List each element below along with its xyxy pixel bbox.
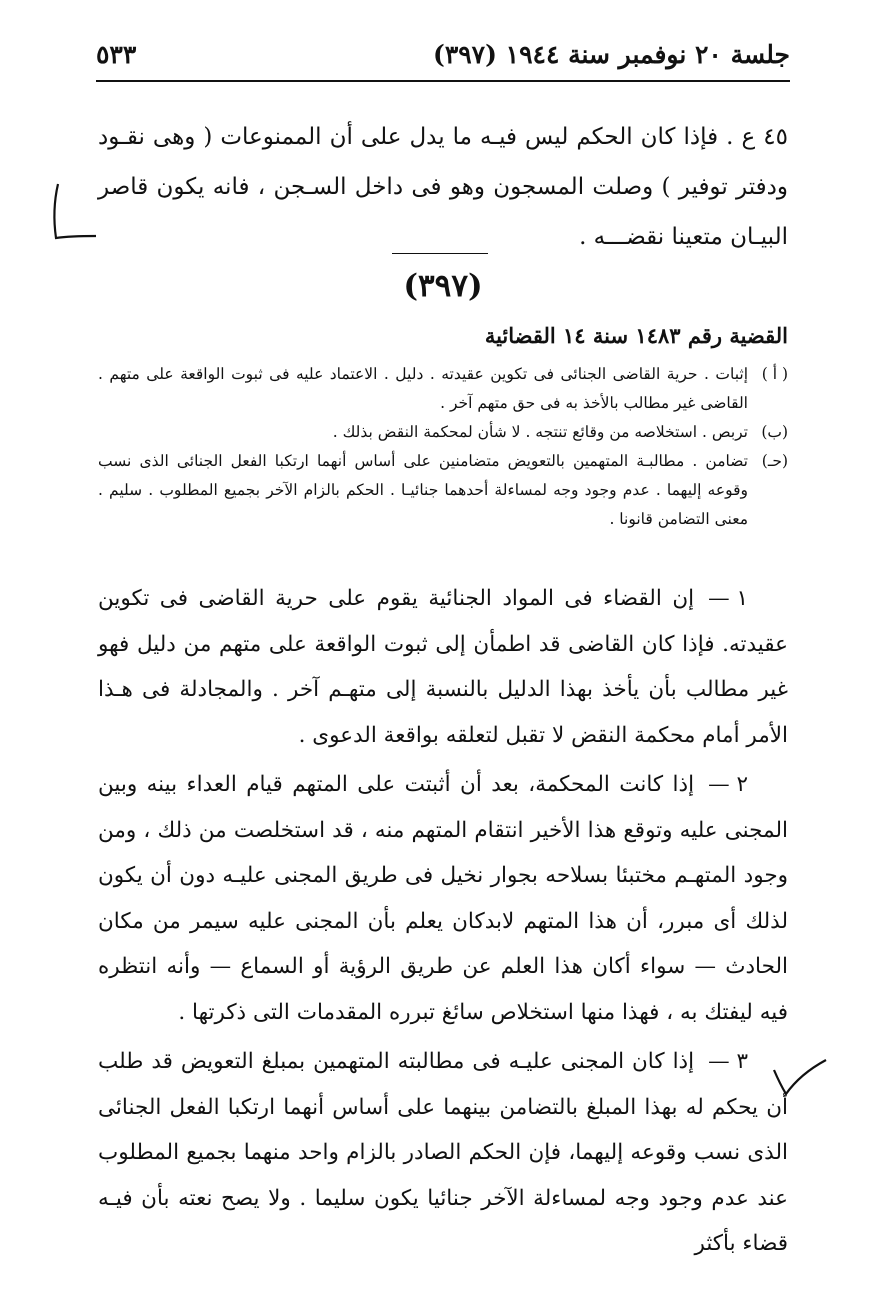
summary-item-c <box>98 447 788 534</box>
principle-2 <box>98 762 788 1035</box>
margin-bracket-mark <box>40 180 100 250</box>
summary-item-label: (ب) <box>761 423 788 441</box>
principle-3 <box>98 1039 788 1267</box>
case-number: (٣٩٧) <box>403 268 483 304</box>
summary-item-text: تربص . استخلاصه من وقائع تنتجه . لا شأن لمحكمة النقض بذلك . <box>332 423 748 441</box>
summary-item-a <box>98 360 788 418</box>
principle-text: إذا كان المجنى عليـه فى مطالبته المتهمين بمبلغ التعويض قد طلب أن يحكم له بهذا المبلغ بالتضامن بينهما على أساس أنهما ارتكبا الفعل الجنائى الذى نسب وقوعه إليهما، فإن الحكم الصادر بالزام واحد منهما بجميع المطلوب عند عدم وجود وجه لمساءلة الآخر جنائيا يكون سليما . ولا يصح نعته بأن فيـه قضاء بأكثر <box>98 1049 788 1256</box>
legal-principles <box>98 576 788 1271</box>
principle-1 <box>98 576 788 758</box>
principle-number: ١ — <box>708 586 748 611</box>
principle-text: إن القضاء فى المواد الجنائية يقوم على حرية القاضى فى تكوين عقيدته. فإذا كان القاضى قد اطمأن إلى ثبوت الواقعة على متهم من دليل فهو غير مطالب بأن يأخذ بهذا الدليل بالنسبة إلى متهـم آخر . والمجادلة فى هـذا الأمر أمام محكمة النقض لا تقبل لتعلقه بواقعة الدعوى . <box>98 586 788 748</box>
checkmark-icon <box>770 1058 830 1098</box>
header-title: جلسة ٢٠ نوفمبر سنة ١٩٤٤ (٣٩٧) <box>432 39 790 69</box>
case-summary <box>98 360 788 534</box>
case-reference: القضية رقم ١٤٨٣ سنة ١٤ القضائية <box>484 323 788 348</box>
section-divider <box>392 253 488 254</box>
summary-item-text: تضامن . مطالبـة المتهمين بالتعويض متضامنين على أساس أنهما ارتكبا الفعل الجنائى الذى نسب وقوعه إليهما . عدم وجود وجه لمساءلة أحدهما جنائيـا . الحكم بالزام الآخر بجميع المطلوب . سليم . معنى التضامن قانونا . <box>98 452 748 528</box>
principle-number: ٢ — <box>708 772 748 797</box>
page-header <box>96 34 790 74</box>
summary-item-text: إثبات . حرية القاضى الجنائى فى تكوين عقيدته . دليل . الاعتماد عليه فى ثبوت الواقعة على متهم . القاضى غير مطالب بالأخذ به فى حق متهم آخر . <box>98 365 748 412</box>
summary-item-b <box>98 418 788 447</box>
page-number: ٥٣٣ <box>96 39 137 69</box>
summary-item-label: ( أ ) <box>761 365 788 383</box>
header-divider <box>96 80 790 82</box>
previous-case-paragraph: ٤٥ ع . فإذا كان الحكم ليس فيـه ما يدل على أن الممنوعات ( وهى نقـود ودفتر توفير ) وصلت المسجون وهو فى داخل السـجن ، فانه يكون قاصر البيـان متعينا نقضـــه . <box>98 124 788 250</box>
summary-item-label: (حـ) <box>761 452 788 470</box>
principle-number: ٣ — <box>708 1049 748 1074</box>
principle-text: إذا كانت المحكمة، بعد أن أثبتت على المتهم قيام العداء بينه وبين المجنى عليه وتوقع هذا الأخير انتقام المتهم منه ، قد استخلصت من ذلك ، ومن وجود المتهـم مختبئا بسلاحه بجوار نخيل فى طريق المجنى عليـه دون أن يكون لذلك أى مبرر، أن هذا المتهم لابدكان يعلم بأن المجنى عليه سيمر من مكان الحادث — سواء أكان هذا العلم عن طريق الرؤية أو السماع — وأنه انتظره فيه ليفتك به ، فهذا منها استخلاص سائغ تبرره المقدمات التى ذكرتها . <box>98 772 788 1025</box>
